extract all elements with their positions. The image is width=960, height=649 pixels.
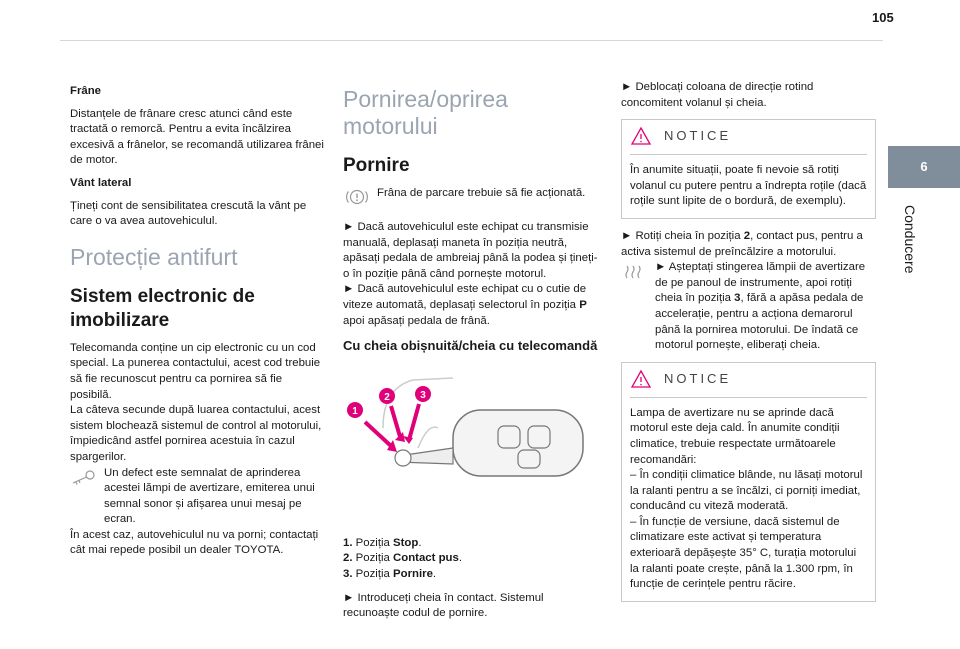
preheat-row [621,260,876,354]
notice-header-1 [630,126,867,155]
wait-lamp-text: ► Așteptați stingerea lămpii de avertizare de pe panoul de instrumente, apoi rotiți cheia în poziția 3, fără a apăsa pedala de accelerație, pentru a acționa demarorul până la pornirea motorului. De îndată ce motorul pornește, eliberați cheia. [655,261,866,352]
insert-key-text: ► Introduceți cheia în contact. Sistemul recunoaște codul de pornire. [343,591,544,620]
position-item-1: 1. Poziția Stop. [343,536,422,549]
immobiliser-text-4: În acest caz, autovehiculul nu va porni; contactați cât mai repede posibil un dealer TOYOTA. [70,528,319,557]
page-number: 105 [872,10,894,25]
notice-title-2: NOTICE [664,370,732,386]
notice-text-1: În anumite situații, poate fi nevoie să rotiți volanul cu putere pentru a îndrepta roțile (dacă roțile sunt lipite de o bordură, de exemplu). [630,164,867,208]
immobiliser-text-3: Un defect este semnalat de aprinderea acestei lămpi de avertizare, emiterea unui semnal sonor și afișarea unui mesaj pe ecran. [104,466,315,526]
key-warning-lamp-icon [70,468,98,486]
turn-key-position-2-text: ► Rotiți cheia în poziția 2, contact pus, pentru a activa sistemul de preîncălzire a motorului. [621,229,863,258]
subsection-title-immobiliser: Sistem electronic de imobilizare [70,285,255,331]
notice-text-2a: Lampa de avertizare nu se aprinde dacă motorul este deja cald. În anumite condiții climatice, trebuie respectate următoarele recomandări: [630,406,840,466]
preheating-lamp-icon [621,262,649,280]
subsection-title-start: Pornire [343,155,410,176]
header-rule [60,40,883,41]
warning-lamp-row [70,466,325,528]
key-subheading: Cu cheia obișnuită/cheia cu telecomandă [343,338,598,354]
svg-text:3: 3 [420,390,426,402]
warning-triangle-icon [630,126,652,146]
automatic-transmission-text: ► Dacă autovehiculul este echipat cu o cutie de viteze automată, deplasați selectorul în poziția P apoi apăsați pedala de frână. [343,283,587,327]
notice-text-2b: – În condiții climatice blânde, nu lăsați motorul la ralanti pentru a se încălzi, ci porniți imediat, conducând cu viteză moderată. [630,469,863,513]
notice-title-1: NOTICE [664,128,732,144]
svg-text:1: 1 [352,406,358,418]
positions-list [343,536,598,583]
chapter-label: Conducere [902,205,918,274]
notice-header-2 [630,369,867,398]
position-item-3: 3. Poziția Pornire. [343,567,437,580]
brakes-heading: Frâne [70,85,102,97]
notice-box-2 [621,362,876,602]
section-title-antitheft: Protecție antifurt [70,243,238,270]
svg-text:2: 2 [384,392,390,404]
manual-transmission-text: ► Dacă autovehiculul este echipat cu transmisie manuală, deplasați maneta în poziția neutră, apăsați pedala de ambreiaj până la podea și țineți-o în poziție până când pornește motorul. [343,221,598,280]
unlock-steering-text: ► Deblocați coloana de direcție rotind concomitent volanul și cheia. [621,81,814,109]
parking-brake-icon [343,188,371,206]
immobiliser-text-2: La câteva secunde după luarea contactului, acest sistem blochează sistemul de control al motorului, împiedicând astfel pornirea acestuia în cazul spargerilor. [70,404,322,463]
column-middle [343,80,598,629]
column-right [621,80,876,612]
chapter-tab[interactable]: 6 [888,146,960,188]
position-item-2: 2. Poziția Contact pus. [343,552,463,565]
notice-box-1 [621,119,876,219]
section-title-engine: Pornirea/oprirea motorului [343,86,508,139]
parking-brake-note: Frâna de parcare trebuie să fie acționată. [377,187,586,199]
parking-brake-row [343,186,598,206]
column-left [70,84,325,566]
wind-heading: Vânt lateral [70,176,132,189]
immobiliser-text-1: Telecomanda conține un cip electronic cu un cod special. La punerea contactului, acest cod trebuie să fie recunoscut pentru ca pornirea să fie posibilă. [70,341,321,401]
wind-text: Țineți cont de sensibilitatea crescută la vânt pe care o va avea autovehiculul. [70,199,307,228]
ignition-key-illustration [343,368,598,518]
notice-text-2c: – În funcție de versiune, dacă sistemul de climatizare este activat și temperatura exterioară depășește 35° C, turația motorului la ralanti poate crește, până la 1.300 rpm, în funcție de cerințele pentru răcire. [630,515,857,591]
brakes-text: Distanțele de frânare cresc atunci când este tractată o remorcă. Pentru a evita încălzirea excesivă a frânelor, se recomandă utilizarea frânei de motor. [70,107,324,167]
warning-triangle-icon [630,369,652,389]
